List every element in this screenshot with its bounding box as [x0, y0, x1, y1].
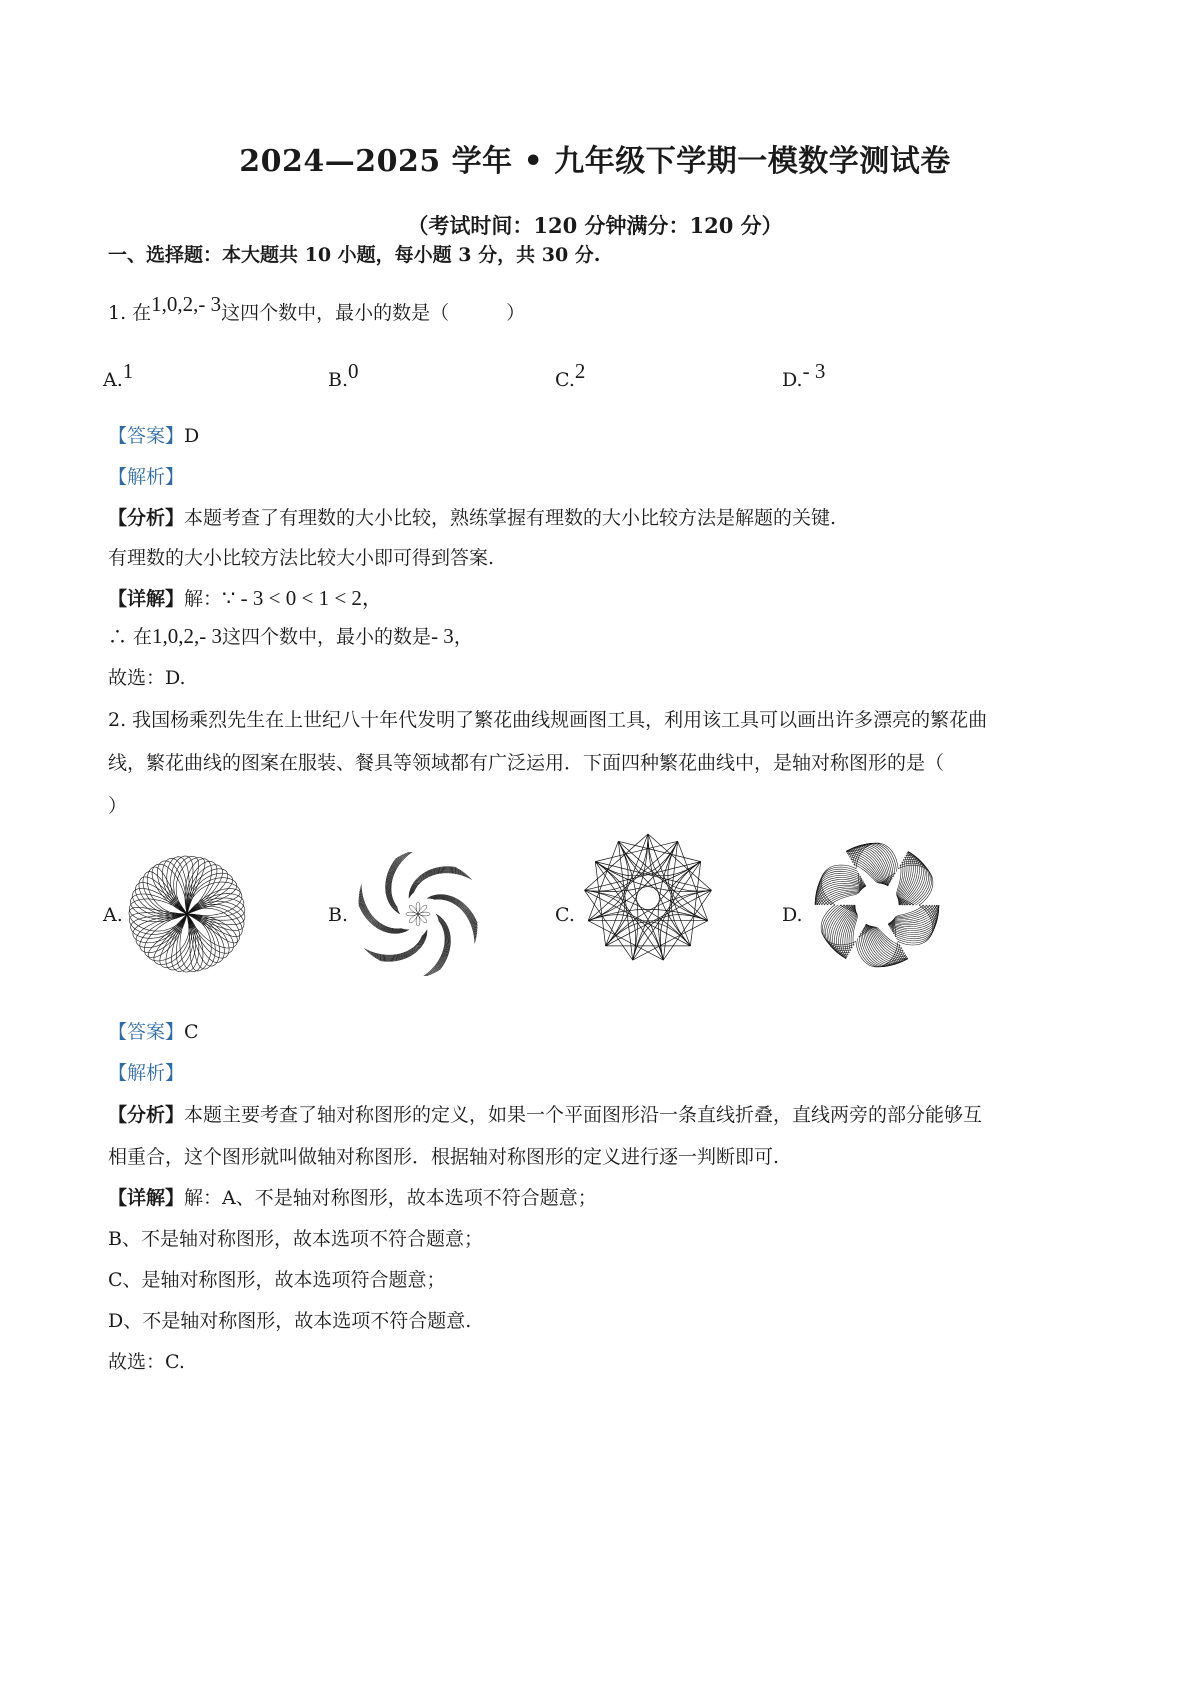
star-chord — [660, 890, 711, 960]
option-letter: D. — [782, 369, 803, 391]
question-2-line1: 2. 我国杨乘烈先生在上世纪八十年代发明了繁花曲线规画图工具，利用该工具可以画出许多漂亮的繁花曲 — [108, 709, 988, 731]
option-value: 2 — [574, 359, 586, 383]
section-heading: 一、选择题：本大题共 10 小题，每小题 3 分，共 30 分. — [108, 244, 601, 266]
q2-detail-d: D、不是轴对称图形，故本选项不符合题意. — [108, 1310, 472, 1332]
ribbon-stroke — [827, 905, 850, 953]
q1-option-a — [103, 359, 134, 392]
rosette-petal — [416, 914, 420, 926]
ribbon-stroke — [890, 905, 937, 935]
swirl-arm — [390, 852, 412, 908]
q2-fenxi-line2: 相重合，这个图形就叫做轴对称图形．根据轴对称图形的定义进行逐一判断即可. — [108, 1146, 780, 1168]
question-2-line3: ） — [108, 795, 128, 817]
therefore-numbers: 1,0,2,- 3 — [152, 624, 223, 648]
q2-option-a-label: A. — [103, 904, 123, 926]
q1-option-d — [782, 359, 826, 392]
therefore-mid: 这四个数中，最小的数是 — [222, 626, 432, 648]
fenxi-tag: 【分析】 — [108, 507, 185, 529]
star-chord — [585, 890, 636, 960]
answer-value: C — [184, 1021, 199, 1043]
therefore-end: ， — [453, 626, 473, 648]
q1-numbers: 1,0,2,- 3 — [151, 292, 222, 316]
ribbon-stroke — [824, 878, 862, 905]
option-letter: B. — [328, 369, 349, 391]
detail-prefix: 解： — [184, 588, 223, 610]
q1-choose: 故选：D. — [108, 667, 186, 689]
q1-prefix: 1. 在 — [108, 302, 152, 324]
q2-option-d-label: D. — [782, 904, 803, 926]
q1-option-b — [328, 359, 359, 392]
q2-choose: 故选：C. — [108, 1351, 185, 1373]
flower-curve-c — [580, 830, 716, 966]
fenxi-text: 本题考查了有理数的大小比较，熟练掌握有理数的大小比较方法是解题的关键. — [184, 507, 837, 529]
q1-fenxi-line2: 有理数的大小比较方法比较大小即可得到答案. — [108, 547, 495, 569]
therefore-prefix: ∴ 在 — [108, 626, 153, 648]
rosette-petal — [406, 912, 418, 916]
q2-option-b-label: B. — [328, 904, 349, 926]
q2-option-c-label: C. — [555, 904, 575, 926]
q2-analysis-tag: 【解析】 — [108, 1062, 185, 1084]
detail-math: ∵ - 3 < 0 < 1 < 2， — [222, 586, 383, 610]
question-2-line2: 线，繁花曲线的图案在服装、餐具等领域都有广泛运用．下面四种繁花曲线中，是轴对称图形的是（ — [108, 752, 945, 774]
detail-text: 解：A、不是轴对称图形，故本选项不符合题意； — [184, 1187, 597, 1209]
ribbon-stroke — [893, 905, 936, 939]
fenxi-tag: 【分析】 — [108, 1104, 185, 1126]
q1-therefore — [108, 622, 1088, 649]
flower-curve-a — [124, 852, 250, 976]
option-letter: A. — [103, 369, 123, 391]
q2-answer — [108, 1017, 1088, 1044]
exam-info: （考试时间：120 分钟满分：120 分） — [407, 213, 783, 238]
q2-detail-b: B、不是轴对称图形，故本选项不符合题意； — [108, 1228, 483, 1250]
swirl-arm — [391, 852, 414, 908]
flower-curve-b — [350, 852, 486, 976]
q1-suffix: 这四个数中，最小的数是（ ） — [221, 302, 526, 324]
fenxi-text: 本题主要考查了轴对称图形的定义，如果一个平面图形沿一条直线折叠，直线两旁的部分能够互 — [184, 1104, 983, 1126]
answer-value: D — [184, 425, 200, 447]
rosette-petal — [418, 912, 430, 916]
ribbon-stroke — [818, 871, 861, 905]
flower-curve-d — [806, 834, 948, 976]
swirl-arm — [423, 920, 446, 976]
swirl-arm — [424, 920, 446, 976]
detail-tag: 【详解】 — [108, 588, 185, 610]
q1-detail — [108, 582, 1088, 612]
question-1 — [108, 292, 1088, 325]
q1-fenxi — [108, 503, 1088, 530]
page-title: 2024—2025 学年 • 九年级下学期一模数学测试卷 — [239, 144, 951, 179]
answer-tag: 【答案】 — [108, 425, 185, 447]
option-value: 1 — [122, 359, 134, 383]
q2-detail-c: C、是轴对称图形，故本选项符合题意； — [108, 1269, 446, 1291]
star-chord — [606, 922, 691, 946]
option-value: 0 — [348, 359, 359, 383]
q2-fenxi — [108, 1100, 1088, 1127]
q1-answer — [108, 421, 1088, 448]
therefore-value: - 3 — [431, 624, 454, 648]
option-letter: C. — [555, 369, 575, 391]
answer-tag: 【答案】 — [108, 1021, 185, 1043]
q1-analysis-tag: 【解析】 — [108, 466, 185, 488]
rosette-petal — [416, 902, 420, 914]
option-value: - 3 — [802, 359, 826, 383]
q2-detail — [108, 1183, 1088, 1210]
q1-option-c — [555, 359, 586, 392]
detail-tag: 【详解】 — [108, 1187, 185, 1209]
ribbon-stroke — [816, 875, 863, 905]
ribbon-stroke — [904, 857, 927, 905]
ribbon-stroke — [892, 905, 930, 932]
